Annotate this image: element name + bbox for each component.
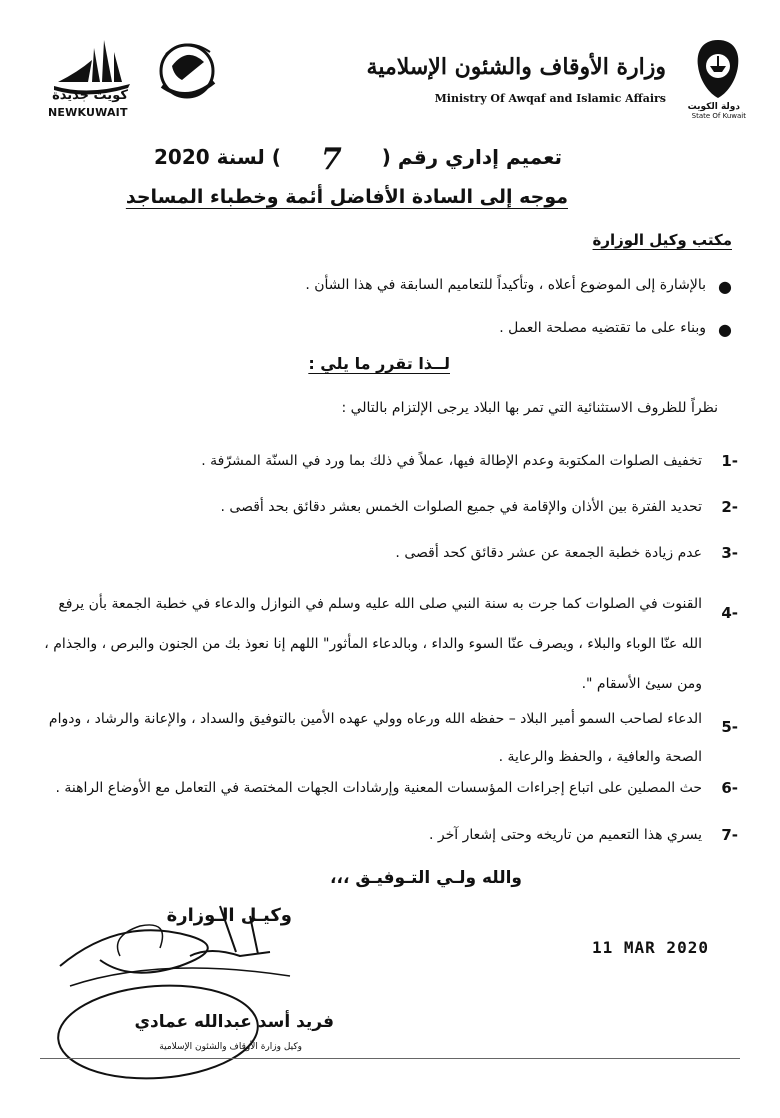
list-item xyxy=(38,496,738,542)
circular-prefix: تعميم إداري رقم ( xyxy=(381,145,562,169)
circular-suffix: ) لسنة 2020 xyxy=(154,145,281,169)
item-number: -4 xyxy=(721,604,738,622)
item-text: حث المصلين على اتباع إجراءات المؤسسات المعنية وإرشادات الجهات المختصة في التعامل مع الأوضاع الراهنة . xyxy=(55,780,702,796)
footer-divider xyxy=(40,1058,740,1059)
item-number: -3 xyxy=(721,544,738,562)
new-kuwait-english: NEWKUWAIT xyxy=(48,106,128,119)
list-item xyxy=(38,450,738,496)
item-text: تخفيف الصلوات المكتوبة وعدم الإطالة فيها، عملاً في ذلك بما ورد في السنّة المشرّفة . xyxy=(201,453,702,469)
signatory-role: وكيل وزارة الأوقاف والشئون الإسلامية xyxy=(159,1042,302,1052)
item-number: -5 xyxy=(721,718,738,736)
list-item xyxy=(38,777,738,824)
circular-number: 7 xyxy=(320,142,342,177)
vision-globe-logo-icon xyxy=(152,36,222,106)
bullet-icon: ● xyxy=(718,320,732,339)
item-text: تحديد الفترة بين الأذان والإقامة في جميع الصلوات الخمس بعشر دقائق بحد أقصى . xyxy=(220,499,702,515)
item-number: -1 xyxy=(721,452,738,470)
closing-line: والله ولـي التـوفيـق ،،، xyxy=(330,868,522,888)
bullet-text: بالإشارة إلى الموضوع أعلاه ، وتأكيداً للتعاميم السابقة في هذا الشأن . xyxy=(305,277,706,293)
signatory-name: فريد أسد عبدالله عمادي xyxy=(134,1012,334,1032)
emblem-caption-english: State Of Kuwait xyxy=(691,112,746,120)
emblem-caption-arabic: دولة الكويت xyxy=(687,102,740,112)
date-stamp: 11 MAR 2020 xyxy=(592,938,709,957)
circular-heading xyxy=(154,142,562,177)
office-label: مكتب وكيل الوزارة xyxy=(592,231,732,249)
item-text: يسري هذا التعميم من تاريخه وحتى إشعار آخر . xyxy=(428,827,702,843)
list-item xyxy=(38,700,738,777)
item-text: عدم زيادة خطبة الجمعة عن عشر دقائق كحد أقصى . xyxy=(395,545,702,561)
circular-subtitle: موجه إلى السادة الأفاضل أئمة وخطباء المساجد xyxy=(125,186,568,208)
item-text: القنوت في الصلوات كما جرت به سنة النبي صلى الله عليه وسلم في النوازل والدعاء في خطبة الجمعة بأن يرفع الله عنّا الوباء والبلاء ، ويصرف عنّا السوء والداء ، وبالدعاء المأثور" اللهم إنا نعوذ بك من الجنون والبرص ، والجذام ، ومن سيئ الأسقام ". xyxy=(44,596,702,692)
header-ministry xyxy=(366,28,754,123)
new-kuwait-arabic: كويت جديدة xyxy=(52,88,128,103)
numbered-items xyxy=(38,450,738,868)
intro-text: نظراً للظروف الاستثنائية التي تمر بها البلاد يرجى الإلتزام بالتالي : xyxy=(341,400,718,416)
item-number: -7 xyxy=(721,826,738,844)
list-item xyxy=(74,274,734,317)
ministry-name-arabic: وزارة الأوقاف والشئون الإسلامية xyxy=(366,54,666,80)
list-item xyxy=(38,542,738,584)
list-item xyxy=(38,824,738,868)
signatory-title: وكيـل الـوزارة xyxy=(166,905,292,926)
preamble-bullets xyxy=(74,274,734,360)
item-number: -2 xyxy=(721,498,738,516)
header-left-logos xyxy=(40,26,250,121)
bullet-text: وبناء على ما تقتضيه مصلحة العمل . xyxy=(499,320,706,336)
ministry-name-english: Ministry Of Awqaf and Islamic Affairs xyxy=(434,92,666,105)
item-text: الدعاء لصاحب السمو أمير البلاد – حفظه الله ورعاه وولي عهده الأمين بالتوفيق والسداد ، والإعانة والرشاد ، ودوام الصحة والعافية ، والحفظ والرعاية . xyxy=(48,711,702,765)
list-item xyxy=(38,584,738,700)
decision-heading: لــذا تقرر ما يلي : xyxy=(308,354,450,373)
item-number: -6 xyxy=(721,779,738,797)
kuwait-emblem-icon xyxy=(690,36,746,102)
bullet-icon: ● xyxy=(718,277,732,296)
